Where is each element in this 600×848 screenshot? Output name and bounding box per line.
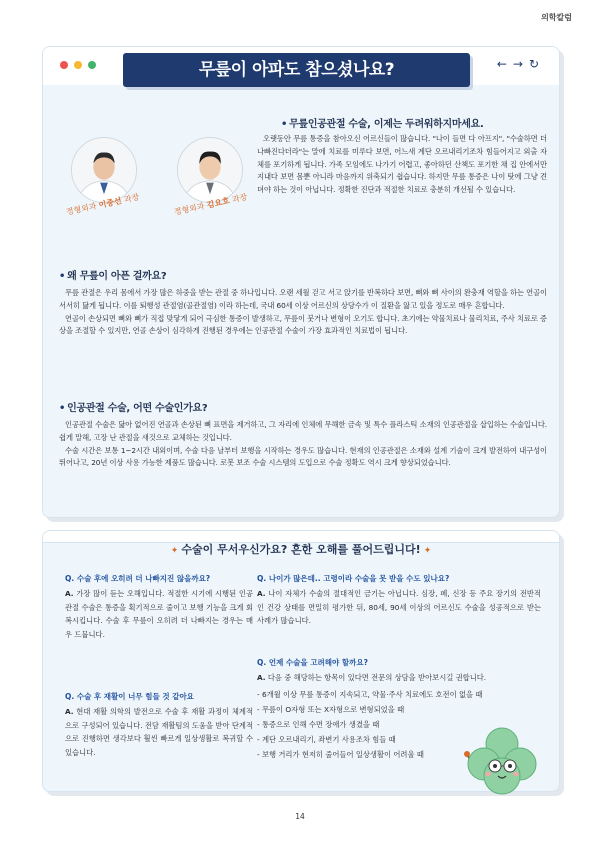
answer-lead: A.	[257, 673, 266, 682]
doctor-name: 이중선	[97, 196, 123, 210]
list-item: - 보행 거리가 현저히 줄어들어 일상생활이 어려울 때	[257, 750, 424, 759]
doctor-role: 과장	[123, 192, 141, 205]
faq-question-4: Q. 언제 수술을 고려해야 할까요?	[257, 658, 368, 667]
doctor-dept: 정형외과	[173, 201, 206, 217]
bullet-icon: •	[59, 403, 66, 414]
faq-title-text: 수술이 무서우신가요? 흔한 오해를 풀어드립니다!	[181, 543, 421, 556]
page-number: 14	[295, 812, 305, 821]
sparkle-icon: ✦	[420, 546, 432, 556]
intro-body: 오랫동안 무릎 통증을 참아오신 어르신들이 많습니다. "나이 들면 다 아프지", "수술하면 더 나빠진다더라"는 말에 치료를 미루다 보면, 어느새 계단 오르내리기조차 힘들어지고 외출 자체를 포기하게 됩니다. 가족 모임에도 나가기 어렵고, 좋아하던 산책도 포기한 채 집 안에서만 지내다 보면 몸뿐 아니라 마음까지 위축되기 쉽습니다. 하지만 무릎 통증은 나이 탓에 그냥 견뎌야 하는 것이 아닙니다. 정확한 진단과 적절한 치료로 충분히 개선될 수 있습니다.	[257, 134, 547, 195]
faq-title	[43, 541, 559, 557]
intro-paragraph	[257, 133, 547, 197]
window-maximize-dot[interactable]	[88, 61, 96, 69]
answer-lead: A.	[257, 589, 266, 598]
faq-question-3: Q. 나이가 많은데.. 고령이라 수술을 못 받을 수도 있나요?	[257, 574, 450, 583]
answer-text: 현대 재활 의학의 발전으로 수술 후 재활 과정이 체계적으로 구성되어 있습니다. 전담 재활팀의 도움을 받아 단계적으로 진행하면 생각보다 훨씬 빠르게 일상생활로 복귀할 수 있습니다.	[65, 707, 253, 757]
window-minimize-dot[interactable]	[74, 61, 82, 69]
page-title: 무릎이 아파도 참으셨나요?	[123, 53, 470, 87]
list-item: - 통증으로 인해 수면 장애가 생겼을 때	[257, 720, 380, 729]
intro-heading	[281, 115, 483, 130]
why-heading	[59, 267, 166, 282]
refresh-icon[interactable]: ↻	[528, 57, 545, 71]
section-tag: 의학칼럼	[541, 13, 572, 22]
list-item: - 6개월 이상 무릎 통증이 지속되고, 약물·주사 치료에도 호전이 없을 때	[257, 690, 483, 699]
what-paragraph-2: 수술 시간은 보통 1~2시간 내외이며, 수술 다음 날부터 보행을 시작하는 경우도 많습니다. 현재의 인공관절은 소재와 설계 기술이 크게 발전하여 내구성이 뛰어나고, 20년 이상 사용 가능한 제품도 많습니다. 로봇 보조 수술 시스템의 도입으로 수술 정확도 역시 크게 향상되었습니다.	[59, 445, 547, 468]
doctor-role: 과장	[231, 192, 249, 205]
answer-lead: A.	[65, 707, 74, 716]
surgery-criteria-list	[257, 687, 487, 762]
what-paragraph-1: 인공관절 수술은 닳아 없어진 연골과 손상된 뼈 표면을 제거하고, 그 자리에 인체에 무해한 금속 및 특수 플라스틱 소재의 인공관절을 삽입하는 수술입니다. 쉽게 말해, 고장 난 관절을 새것으로 교체하는 것입니다.	[59, 420, 547, 442]
faq-answer-4	[257, 671, 541, 685]
doctor-dept: 정형외과	[65, 201, 98, 217]
list-item: - 계단 오르내리기, 좌변기 사용조차 힘들 때	[257, 735, 396, 744]
answer-lead: A.	[65, 589, 74, 598]
doctor-avatar-icon	[178, 138, 242, 202]
faq-question-1: Q. 수술 후에 오히려 더 나빠지진 않을까요?	[65, 574, 211, 583]
what-heading	[59, 399, 207, 414]
clover-mascot-icon	[462, 722, 540, 802]
answer-text: 가장 많이 듣는 오해입니다. 적절한 시기에 시행된 인공관절 수술은 통증을 획기적으로 줄이고 보행 기능을 크게 회복시킵니다. 수술 후 무릎이 오히려 더 나빠지는 경우는 매우 드뭅니다.	[65, 589, 253, 639]
faq-answer-1	[65, 587, 253, 641]
list-item: - 무릎이 O자형 또는 X자형으로 변형되었을 때	[257, 705, 405, 714]
faq-answer-2	[65, 705, 253, 759]
why-paragraph-1: 무릎 관절은 우리 몸에서 가장 많은 하중을 받는 관절 중 하나입니다. 오랜 세월 걷고 서고 앉기를 반복하다 보면, 뼈와 뼈 사이의 완충재 역할을 하는 연골이 서서히 닳게 됩니다. 이를 퇴행성 관절염(골관절염) 이라 하는데, 국내 60세 이상 어르신의 상당수가 이 질환을 앓고 있을 정도로 매우 흔합니다.	[59, 288, 547, 310]
article-card	[42, 46, 560, 518]
arrow-right-icon[interactable]: →	[512, 57, 529, 71]
answer-text: 다음 중 해당하는 항목이 있다면 전문의 상담을 받아보시길 권합니다.	[265, 673, 487, 682]
intro-heading-text: 무릎인공관절 수술, 이제는 두려워하지마세요.	[289, 119, 484, 130]
arrow-left-icon[interactable]: ←	[496, 57, 513, 71]
why-heading-text: 왜 무릎이 아픈 걸까요?	[67, 271, 167, 282]
nav-controls	[497, 57, 545, 71]
why-paragraph	[59, 287, 547, 338]
faq-question-2: Q. 수술 후 재활이 너무 힘들 것 같아요	[65, 692, 194, 701]
why-paragraph-2: 연골이 손상되면 뼈와 뼈가 직접 맞닿게 되어 극심한 통증이 발생하고, 무릎이 붓거나 변형이 오기도 합니다. 초기에는 약물치료나 물리치료, 주사 치료로 증상을 조절할 수 있지만, 연골 손상이 심각하게 진행된 경우에는 인공관절 수술이 가장 효과적인 치료법이 됩니다.	[59, 313, 547, 336]
doctor-name: 김요호	[205, 196, 231, 210]
bullet-icon: •	[59, 271, 66, 282]
answer-text: 나이 자체가 수술의 절대적인 금기는 아닙니다. 심장, 폐, 신장 등 주요 장기의 전반적인 건강 상태를 면밀히 평가한 뒤, 80세, 90세 이상의 어르신도 수술을 성공적으로 받는 사례가 많습니다.	[257, 589, 541, 626]
doctor-avatar-icon	[72, 138, 136, 202]
what-heading-text: 인공관절 수술, 어떤 수술인가요?	[67, 403, 208, 414]
sparkle-icon: ✦	[170, 546, 182, 556]
bullet-icon: •	[281, 119, 288, 130]
window-close-dot[interactable]	[60, 61, 68, 69]
faq-answer-3	[257, 587, 541, 628]
what-paragraph	[59, 419, 547, 470]
